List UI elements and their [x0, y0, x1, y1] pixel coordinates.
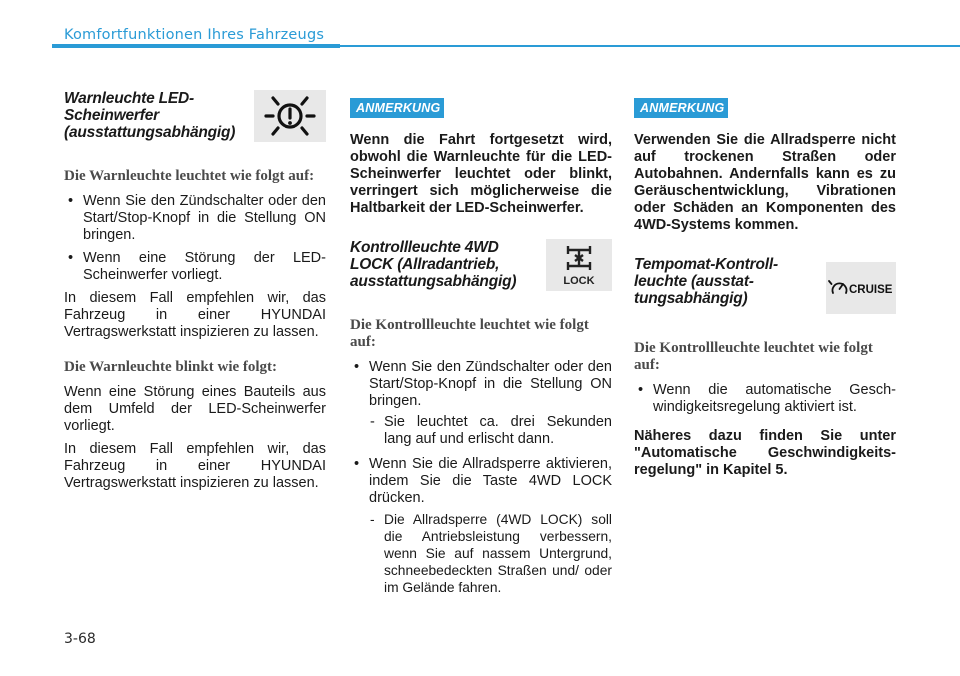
section-title-led: Warnleuchte LED-Scheinwerfer (ausstattungsabhängig)	[64, 90, 236, 141]
section-title-4wd: Kontrollleuchte 4WD LOCK (Allradantrieb, ausstattungsabhängig)	[350, 239, 517, 290]
bullet-list	[350, 359, 612, 596]
list-item: • Wenn Sie den Zündschalter oder den Start/Stop-Knopf in die Stellung ON bringen.	[64, 193, 326, 244]
bullet-list	[64, 193, 326, 284]
subheading-lights-up: Die Warnleuchte leuchtet wie folgt auf:	[64, 168, 315, 184]
column-middle	[350, 90, 612, 604]
note-badge: ANMERKUNG	[350, 98, 444, 118]
section-header-led	[64, 90, 326, 150]
column-right	[634, 90, 896, 485]
cruise-label: CRUISE	[849, 284, 893, 296]
header-rule-accent	[52, 44, 340, 48]
note-text: Verwenden Sie die Allradsperre nicht auf trockenen Straßen oder Autobahnen. Andernfalls kann es zu Geräuschentwicklung, Vibrationen oder Schäden an Komponenten des 4WD-Systems kommen.	[634, 132, 896, 233]
list-item: • Wenn eine Störung der LED-Scheinwerfer vorliegt.	[64, 250, 326, 284]
chapter-title: Komfortfunktionen Ihres Fahrzeugs	[64, 27, 325, 43]
led-headlamp-warning-icon	[254, 90, 326, 142]
bullet-list	[634, 382, 896, 416]
paragraph: Wenn eine Störung eines Bauteils aus dem Umfeld der LED-Scheinwerfer vorliegt.	[64, 384, 326, 434]
page-number: 3-68	[64, 631, 96, 647]
section-header-4wd	[350, 239, 612, 299]
list-item: • Wenn Sie die Allradsperre aktivieren, indem Sie die Taste 4WD LOCK drücken. - Die Allradsperre (4WD LOCK) soll die Antriebsleistung verbessern, wenn Sie auf nassem Untergrund, schneebedeckten Straßen und/ oder im Gelände fahren.	[350, 456, 612, 596]
4wd-lock-label: LOCK	[563, 275, 595, 287]
list-item: • Wenn die automatische Gesch-windigkeitsregelung aktiviert ist.	[634, 382, 896, 416]
note-badge: ANMERKUNG	[634, 98, 728, 118]
cruise-icon	[826, 262, 896, 314]
paragraph: In diesem Fall empfehlen wir, das Fahrzeug in einer HYUNDAI Vertragswerkstatt inspizieren zu lassen.	[64, 290, 326, 340]
subheading-lights-up: Die Kontrollleuchte leuchtet wie folgt auf:	[634, 340, 873, 373]
column-left	[64, 90, 326, 498]
sub-item: - Die Allradsperre (4WD LOCK) soll die Antriebsleistung verbessern, wenn Sie auf nassem Untergrund, schneebedeckten Straßen und/ oder im Gelände fahren.	[370, 512, 612, 595]
list-item: • Wenn Sie den Zündschalter oder den Start/Stop-Knopf in die Stellung ON bringen. - Sie leuchtet ca. drei Sekunden lang auf und erlischt dann.	[350, 359, 612, 448]
note-text: Näheres dazu finden Sie unter "Automatische Geschwindigkeits-regelung" in Kapitel 5.	[634, 428, 896, 478]
subheading-blinks: Die Warnleuchte blinkt wie folgt:	[64, 359, 278, 375]
section-title-cruise: Tempomat-Kontroll-leuchte (ausstat-tungsabhängig)	[634, 256, 778, 307]
section-header-cruise	[634, 256, 896, 322]
subheading-lights-up: Die Kontrollleuchte leuchtet wie folgt auf:	[350, 317, 589, 350]
note-text: Wenn die Fahrt fortgesetzt wird, obwohl die Warnleuchte für die LED-Scheinwerfer leuchtet oder blinkt, verringert sich möglicherweise die Haltbarkeit der LED-Scheinwerfer.	[350, 132, 612, 216]
4wd-lock-icon	[546, 239, 612, 291]
sub-item: - Sie leuchtet ca. drei Sekunden lang auf und erlischt dann.	[370, 414, 612, 447]
paragraph: In diesem Fall empfehlen wir, das Fahrzeug in einer HYUNDAI Vertragswerkstatt inspizieren zu lassen.	[64, 441, 326, 491]
